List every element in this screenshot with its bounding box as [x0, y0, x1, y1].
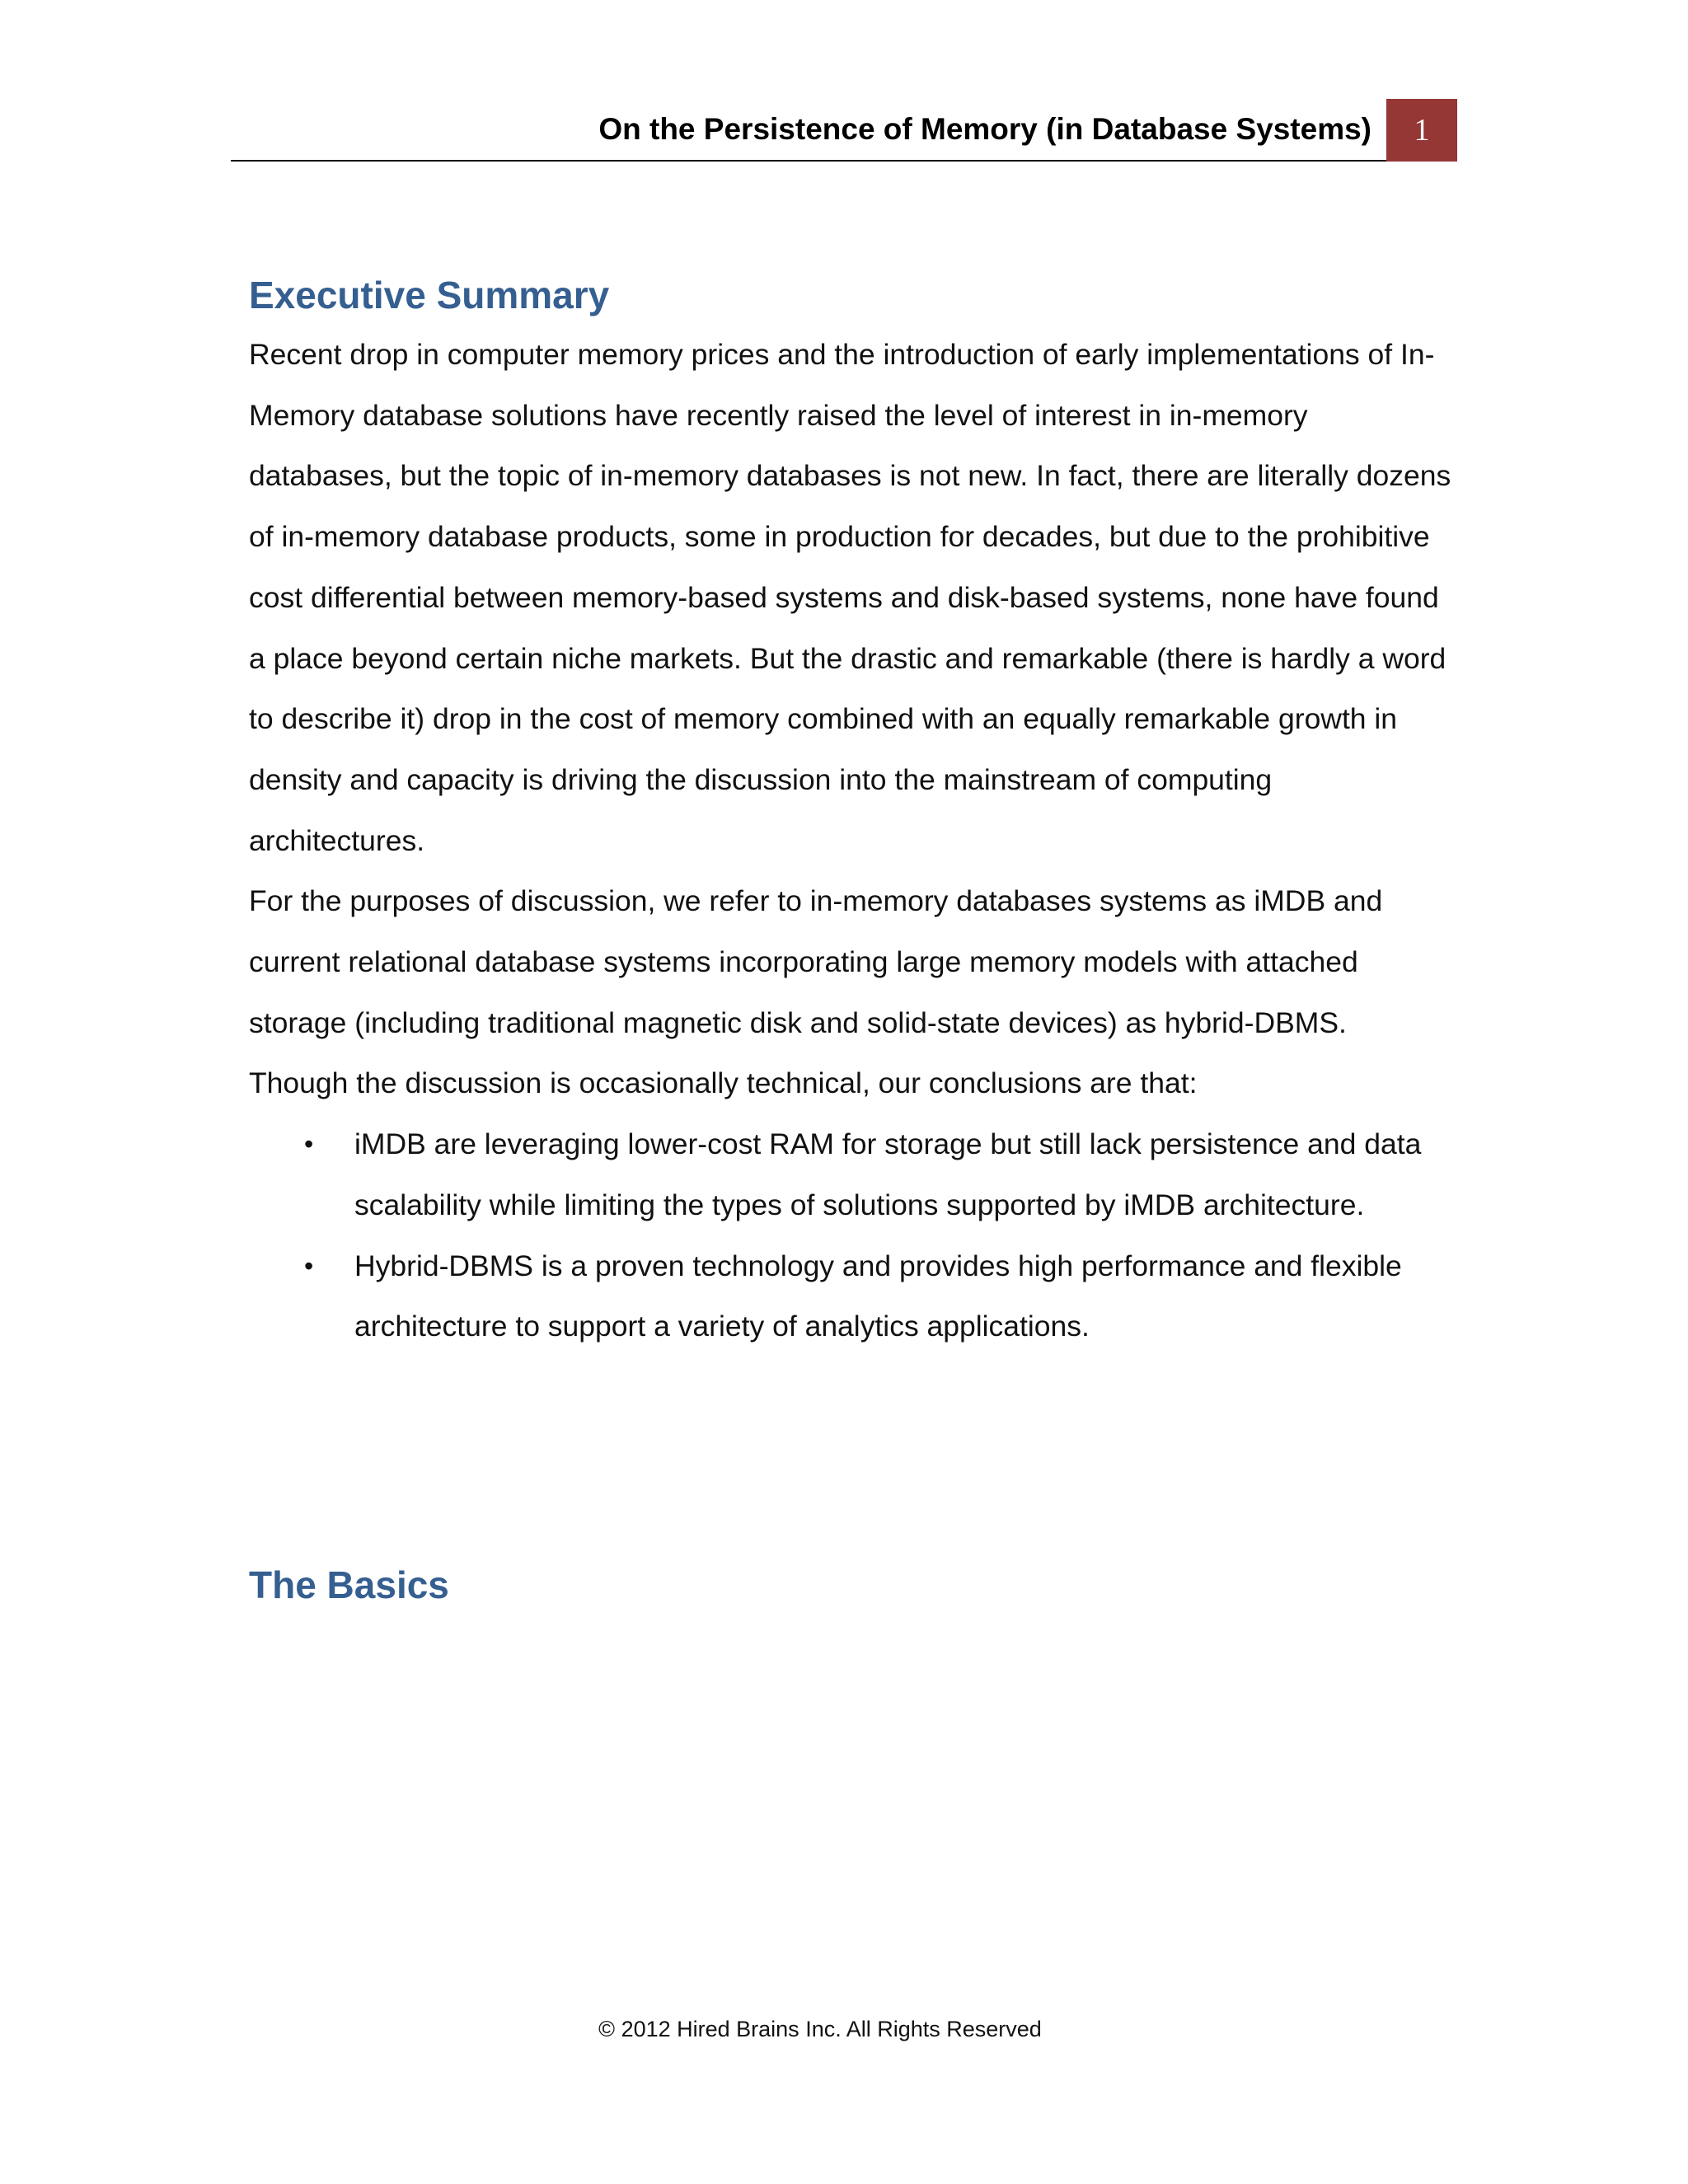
page-number-badge: 1 — [1386, 99, 1457, 162]
main-content — [249, 265, 1452, 1615]
page-header — [231, 99, 1457, 162]
conclusions-list — [249, 1114, 1452, 1357]
page-footer: © 2012 Hired Brains Inc. All Rights Reserved — [598, 2017, 1042, 2041]
executive-summary-heading: Executive Summary — [249, 274, 610, 316]
conclusion-item — [249, 1114, 1452, 1235]
bullet-icon: • — [304, 1250, 314, 1281]
summary-paragraph-1: Recent drop in computer memory prices and the introduction of early implementations of In-Memory database solutions have recently raised the level of interest in in-memory databases, but the topic of in-memory databases is not new. In fact, there are literally dozens of in-memory database products, some in production for decades, but due to the prohibitive cost differential between memory-based systems and disk-based systems, none have found a place beyond certain niche markets. But the drastic and remarkable (there is hardly a word to describe it) drop in the cost of memory combined with an equally remarkable growth in density and capacity is driving the discussion into the mainstream of computing architectures. — [249, 338, 1451, 857]
the-basics-heading: The Basics — [249, 1563, 449, 1606]
document-title: On the Persistence of Memory (in Database Systems) — [598, 112, 1372, 146]
conclusion-item — [249, 1236, 1452, 1357]
summary-paragraph-2: For the purposes of discussion, we refer to in-memory databases systems as iMDB and current relational database systems incorporating large memory models with attached storage (including traditional magnetic disk and solid-state devices) as hybrid-DBMS. Though the discussion is occasionally technical, our conclusions are that: — [249, 884, 1383, 1100]
conclusion-text: iMDB are leveraging lower-cost RAM for storage but still lack persistence and data scalability while limiting the types of solutions supported by iMDB architecture. — [354, 1127, 1422, 1221]
bullet-icon: • — [304, 1129, 314, 1160]
conclusion-text: Hybrid-DBMS is a proven technology and provides high performance and flexible architecture to support a variety of analytics applications. — [354, 1249, 1402, 1343]
